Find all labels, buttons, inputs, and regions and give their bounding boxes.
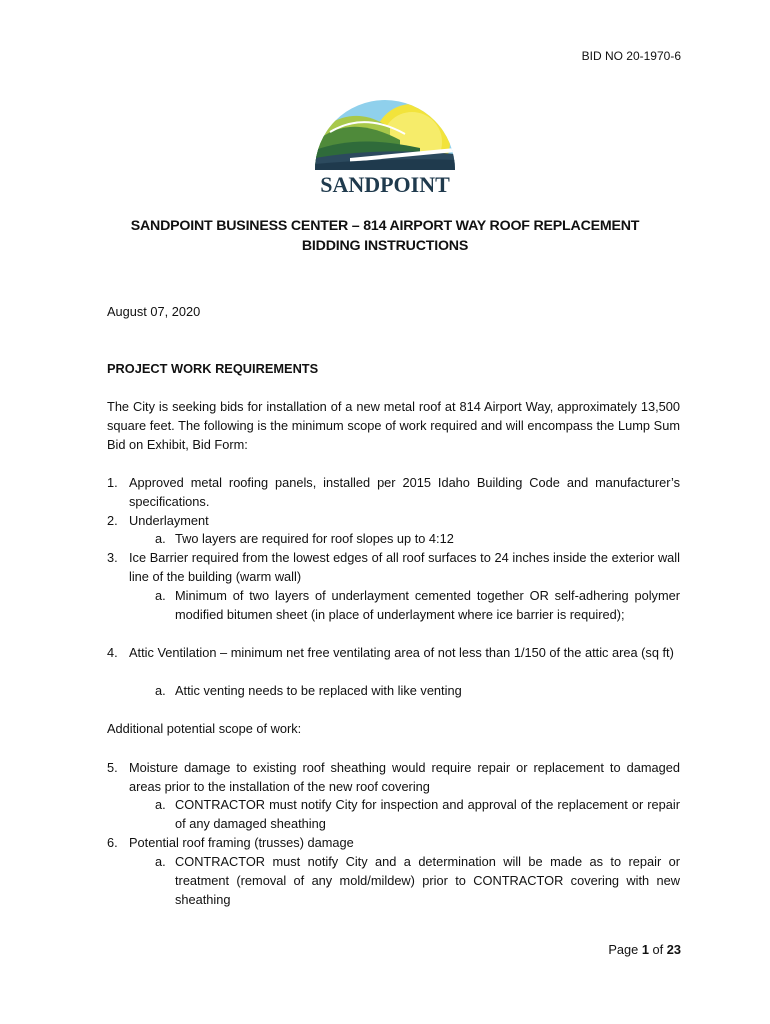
list-item: Ice Barrier required from the lowest edges of all roof surfaces to 24 inches inside the exterior wall line of the building (warm wall) [129,550,680,584]
sub-item-letter: a. [155,588,166,603]
list-item-number: 5. [107,760,118,775]
list-item-number: 3. [107,550,118,565]
sub-item: CONTRACTOR must notify City and a determination will be made as to repair or treatment (removal of any mold/mildew) prior to CONTRACTOR covering with new sheathing [175,854,680,907]
document-date: August 07, 2020 [107,304,201,319]
list-item: Moisture damage to existing roof sheathing would require repair or replacement to damaged areas prior to the installation of the new roof covering [129,760,680,794]
sub-item-letter: a. [155,854,166,869]
of-word: of [652,942,664,957]
list-item: Approved metal roofing panels, installed per 2015 Idaho Building Code and manufacturer’s specifications. [129,475,680,509]
intro-paragraph: The City is seeking bids for installation of a new metal roof at 814 Airport Way, approximately 13,500 square feet. The following is the minimum scope of work required and will encompass the Lump Sum Bid on Exhibit, Bid Form: [107,399,680,452]
page-footer [608,942,681,957]
logo-wordmark: SANDPOINT [320,172,450,197]
list-item: Underlayment [129,513,209,528]
sub-item: CONTRACTOR must notify City for inspection and approval of the replacement or repair of any damaged sheathing [175,797,680,831]
list-item-number: 4. [107,645,118,660]
sub-item: Minimum of two layers of underlayment cemented together OR self-adhering polymer modified bitumen sheet (in place of underlayment where ice barrier is required); [175,588,680,622]
sandpoint-logo [310,92,460,198]
sub-item: Attic venting needs to be replaced with like venting [175,683,462,698]
list-item-number: 2. [107,513,118,528]
document-title-line2: BIDDING INSTRUCTIONS [301,238,469,254]
list-item-number: 6. [107,835,118,850]
page-number: 1 [641,942,649,957]
page-word: Page [608,942,639,957]
sub-item-letter: a. [155,531,166,546]
document-title-line1: SANDPOINT BUSINESS CENTER – 814 AIRPORT WAY ROOF REPLACEMENT [130,218,640,234]
sub-item: Two layers are required for roof slopes up to 4:12 [175,531,454,546]
additional-heading: Additional potential scope of work: [107,721,302,736]
sub-item-letter: a. [155,797,166,812]
page-total: 23 [666,942,681,957]
list-item: Attic Ventilation – minimum net free ventilating area of not less than 1/150 of the attic area (sq ft) [129,645,674,660]
section-heading: PROJECT WORK REQUIREMENTS [107,361,319,376]
bid-number: BID NO 20-1970-6 [581,49,681,63]
list-item-number: 1. [107,475,118,490]
list-item: Potential roof framing (trusses) damage [129,835,354,850]
sub-item-letter: a. [155,683,166,698]
